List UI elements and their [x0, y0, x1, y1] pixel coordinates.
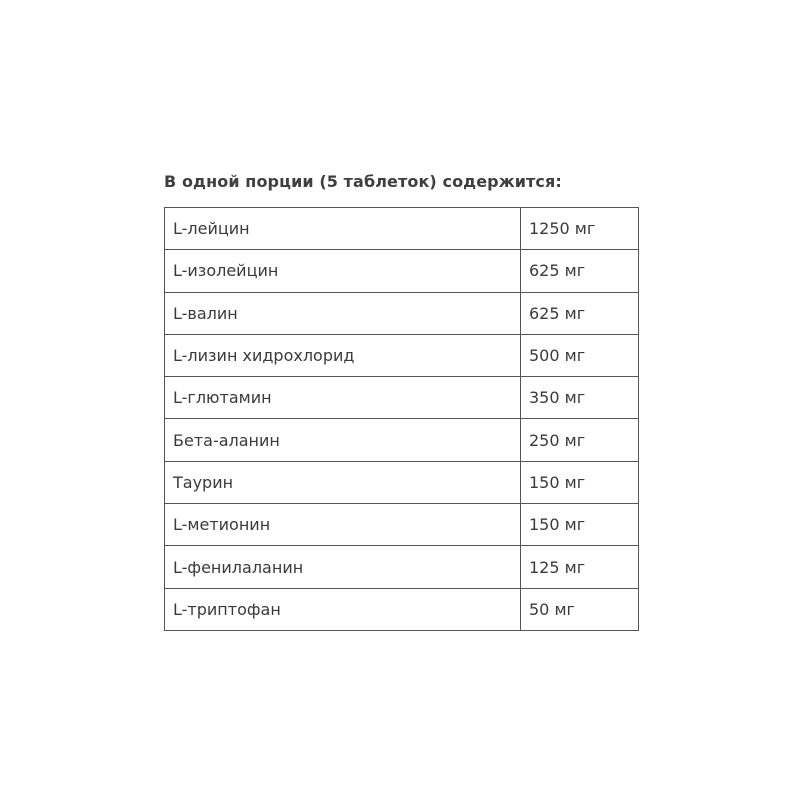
ingredient-name: L-валин	[165, 292, 521, 334]
ingredient-amount: 625 мг	[521, 250, 639, 292]
table-row	[165, 250, 639, 292]
composition-table	[164, 207, 639, 631]
ingredient-amount: 50 мг	[521, 588, 639, 630]
ingredient-amount: 350 мг	[521, 377, 639, 419]
composition-heading: В одной порции (5 таблеток) содержится:	[164, 172, 562, 191]
composition-table-body	[165, 208, 639, 631]
ingredient-name: L-лейцин	[165, 208, 521, 250]
ingredient-name: Бета-аланин	[165, 419, 521, 461]
ingredient-name: L-лизин хидрохлорид	[165, 334, 521, 376]
table-row	[165, 292, 639, 334]
ingredient-name: Таурин	[165, 461, 521, 503]
table-row	[165, 546, 639, 588]
ingredient-amount: 250 мг	[521, 419, 639, 461]
table-row	[165, 504, 639, 546]
ingredient-amount: 500 мг	[521, 334, 639, 376]
ingredient-name: L-глютамин	[165, 377, 521, 419]
table-row	[165, 461, 639, 503]
ingredient-name: L-изолейцин	[165, 250, 521, 292]
ingredient-amount: 625 мг	[521, 292, 639, 334]
ingredient-amount: 150 мг	[521, 504, 639, 546]
table-row	[165, 377, 639, 419]
table-row	[165, 419, 639, 461]
ingredient-amount: 1250 мг	[521, 208, 639, 250]
ingredient-amount: 125 мг	[521, 546, 639, 588]
ingredient-name: L-триптофан	[165, 588, 521, 630]
ingredient-amount: 150 мг	[521, 461, 639, 503]
ingredient-name: L-фенилаланин	[165, 546, 521, 588]
table-row	[165, 334, 639, 376]
table-row	[165, 588, 639, 630]
ingredient-name: L-метионин	[165, 504, 521, 546]
table-row	[165, 208, 639, 250]
